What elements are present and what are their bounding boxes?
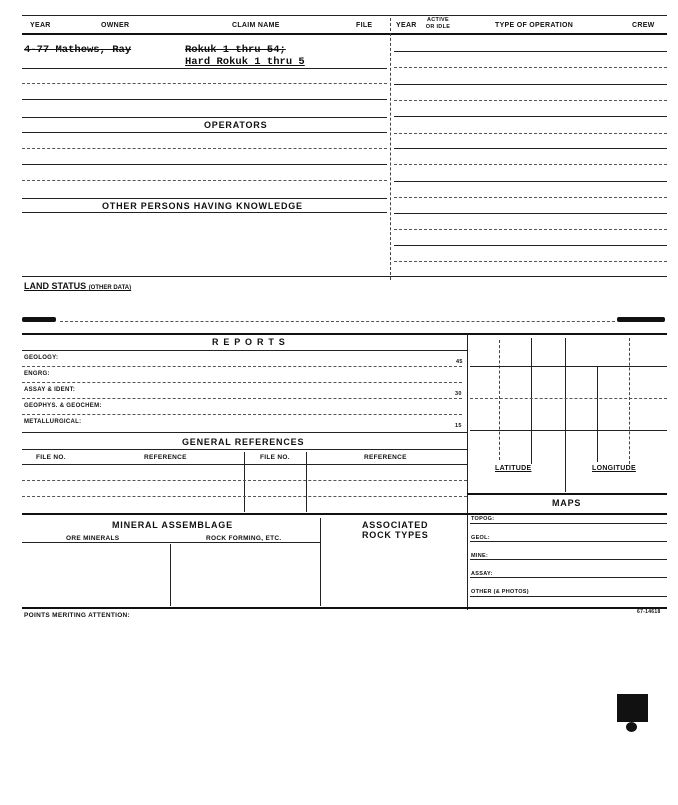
rule-line [22,68,387,69]
owner-entry: 4-77 Mathews, Ray [24,44,132,56]
rule-line [22,99,387,100]
rule-line [394,164,667,165]
geol-label: GEOL: [471,535,490,541]
assay-label: ASSAY: [471,571,493,577]
grid-line [470,366,667,367]
rule-line [22,366,462,367]
rule-line [22,542,320,543]
rule-line [22,132,387,133]
rule-line [22,180,387,181]
grid-line [597,366,598,462]
rule-line [22,83,387,84]
reference-header-2: REFERENCE [364,454,407,461]
owner-header: OWNER [101,22,130,29]
row-number-15: 15 [455,423,462,429]
header-bottom-rule [22,33,667,35]
rule-line [22,496,467,497]
year-column-divider [390,18,391,280]
reports-top-rule [22,333,667,335]
land-status-text: LAND STATUS [24,281,87,291]
lat-long-divider [565,458,566,492]
file-no-header-1: FILE NO. [36,454,66,461]
rule-line [470,541,667,542]
claim-name-entry-line2: Hard Rokuk 1 thru 5 [185,56,305,68]
form-number: 67-14618 [637,609,661,615]
geology-label: GEOLOGY: [24,355,59,361]
claim-name-entry-line1: Rokuk 1 thru 54; [185,44,286,56]
rule-line [394,133,667,134]
grid-line [531,338,532,464]
rule-line [22,480,467,481]
rule-line [394,229,667,230]
assay-ident-label: ASSAY & IDENT: [24,387,76,393]
latitude-label: LATITUDE [495,465,532,472]
rule-line [22,164,387,165]
points-top-rule [22,607,667,609]
rock-types-label: ROCK TYPES [362,530,429,540]
land-status-top-rule [22,276,667,277]
land-status-label [24,281,131,291]
active-idle-header: ACTIVE OR IDLE [425,17,451,30]
rule-line [470,559,667,560]
geophys-geochem-label: GEOPHYS. & GEOCHEM: [24,403,102,409]
rule-line [394,245,667,246]
grid-line [470,430,667,431]
rule-line [394,116,667,117]
reports-label: R E P O R T S [212,337,286,347]
operators-label: OPERATORS [204,120,268,130]
rule-line [394,51,667,52]
rule-line [22,398,462,399]
grid-line [629,338,630,464]
rule-line [22,414,462,415]
rule-line [394,213,667,214]
grid-line [565,338,566,464]
row-number-30: 30 [455,391,462,397]
land-status-subtitle: (OTHER DATA) [88,285,132,291]
rule-line [394,261,667,262]
longitude-label: LONGITUDE [592,465,636,472]
rule-line [22,449,467,450]
rule-line [60,321,615,322]
other-photos-label: OTHER (& PHOTOS) [471,589,529,595]
punch-mark-left [22,317,56,322]
operators-top-rule [22,117,387,118]
rule-line [394,84,667,85]
engrg-label: ENGRG: [24,371,50,377]
year2-header: YEAR [396,22,417,29]
mineral-assemblage-label: MINERAL ASSEMBLAGE [112,520,233,530]
reference-header-1: REFERENCE [144,454,187,461]
grid-line [499,340,500,460]
header-top-rule [22,15,667,16]
rule-line [22,212,387,213]
ore-column-divider [170,544,171,606]
associated-label: ASSOCIATED [362,520,429,530]
maps-label: MAPS [552,498,582,508]
file-header: FILE [356,22,373,29]
rule-line [22,382,462,383]
rule-line [394,181,667,182]
punch-mark-right [617,317,665,322]
other-persons-top-rule [22,198,387,199]
rule-line [394,67,667,68]
row-number-45: 45 [456,359,463,365]
registration-dot [626,722,637,732]
type-of-operation-header: TYPE OF OPERATION [495,22,574,29]
general-references-label: GENERAL REFERENCES [182,437,305,447]
rule-line [394,148,667,149]
rule-line [22,432,467,433]
grid-line [470,398,667,399]
crew-header: CREW [632,22,655,29]
rule-line [470,577,667,578]
topog-label: TOPOG: [471,516,495,522]
mineral-column-divider [320,518,321,606]
rule-line [22,464,467,465]
rule-line [394,100,667,101]
registration-mark [617,694,648,722]
ore-minerals-header: ORE MINERALS [66,535,120,542]
ref-column-divider [244,452,245,512]
rule-line [470,523,667,524]
claim-name-header: CLAIM NAME [232,22,280,29]
maps-top-rule [467,493,667,495]
rule-line [22,148,387,149]
points-meriting-attention-label: POINTS MERITING ATTENTION: [24,612,131,619]
mine-label: MINE: [471,553,489,559]
rock-forming-header: ROCK FORMING, ETC. [206,535,282,542]
reports-header-rule [22,350,467,351]
rule-line [394,197,667,198]
file-no-header-2: FILE NO. [260,454,290,461]
year-header: YEAR [30,22,51,29]
other-persons-label: OTHER PERSONS HAVING KNOWLEDGE [102,201,303,211]
rule-line [470,596,667,597]
right-panel-divider [467,334,468,610]
metallurgical-label: METALLURGICAL: [24,419,82,425]
mineral-top-rule [22,513,667,515]
ref-column-divider [306,452,307,512]
